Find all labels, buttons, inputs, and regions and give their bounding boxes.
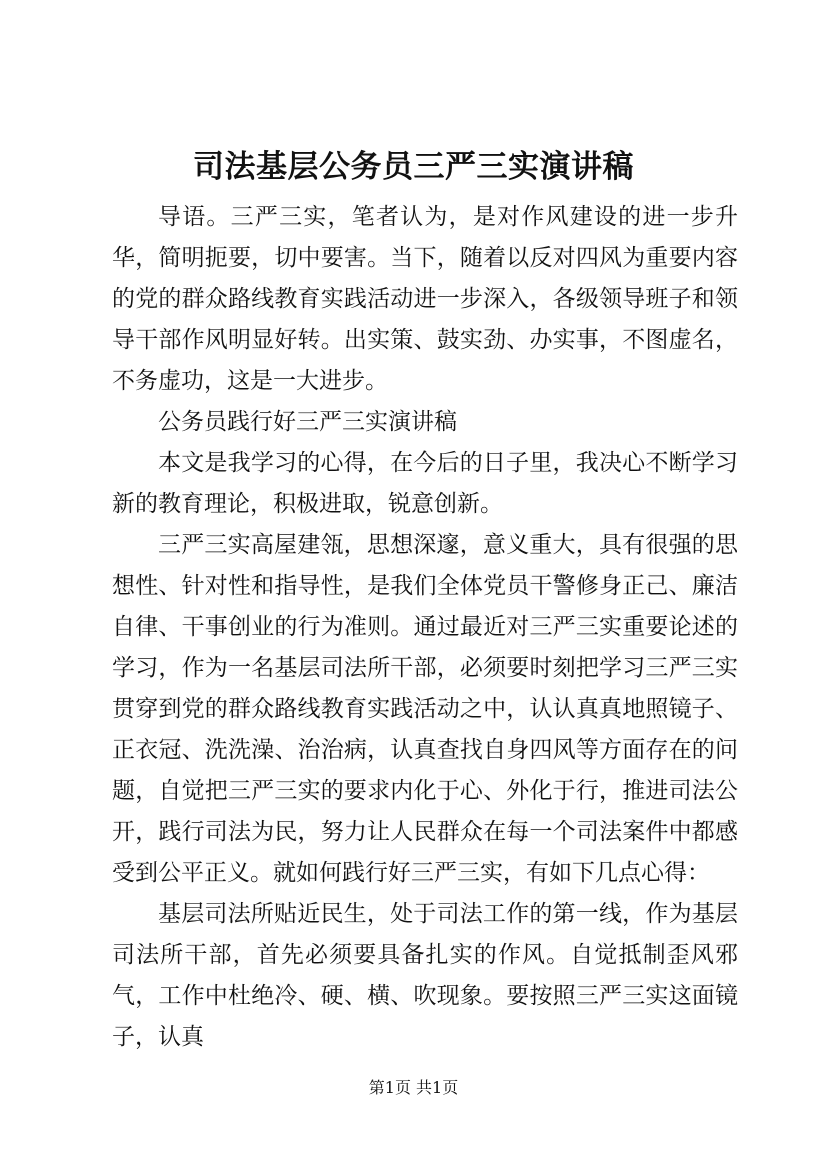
paragraph-intro: 导语。三严三实，笔者认为，是对作风建设的进一步升华，简明扼要，切中要害。当下，随着以反对四风为重要内容的党的群众路线教育实践活动进一步深入，各级领导班子和领导干部作风明显好转。出实策、鼓实劲、办实事，不图虚名，不务虚功，这是一大进步。 xyxy=(112,204,738,394)
document-title: 司法基层公务员三严三实演讲稿 xyxy=(193,149,634,185)
page-footer: 第1页 共1页 xyxy=(368,1078,459,1097)
paragraph-study-note: 本文是我学习的心得，在今后的日子里，我决心不断学习新的教育理论，积极进取，锐意创新。 xyxy=(112,450,738,517)
paragraph-subtitle: 公务员践行好三严三实演讲稿 xyxy=(158,409,457,435)
paragraph-grassroots-section: 基层司法所贴近民生，处于司法工作的第一线，作为基层司法所干部，首先必须要具备扎实的作风。自觉抵制歪风邪气，工作中杜绝冷、硬、横、吹现象。要按照三严三实这面镜子，认真 xyxy=(112,901,738,1050)
document-body xyxy=(112,197,738,1058)
paragraph-main-discussion: 三严三实高屋建瓴，思想深邃，意义重大，具有很强的思想性、针对性和指导性，是我们全体党员干警修身正己、廉洁自律、干事创业的行为准则。通过最近对三严三实重要论述的学习，作为一名基层司法所干部，必须要时刻把学习三严三实贯穿到党的群众路线教育实践活动之中，认认真真地照镜子、正衣冠、洗洗澡、治治病，认真查找自身四风等方面存在的问题，自觉把三严三实的要求内化于心、外化于行，推进司法公开，践行司法为民，努力让人民群众在每一个司法案件中都感受到公平正义。就如何践行好三严三实，有如下几点心得： xyxy=(112,532,738,886)
